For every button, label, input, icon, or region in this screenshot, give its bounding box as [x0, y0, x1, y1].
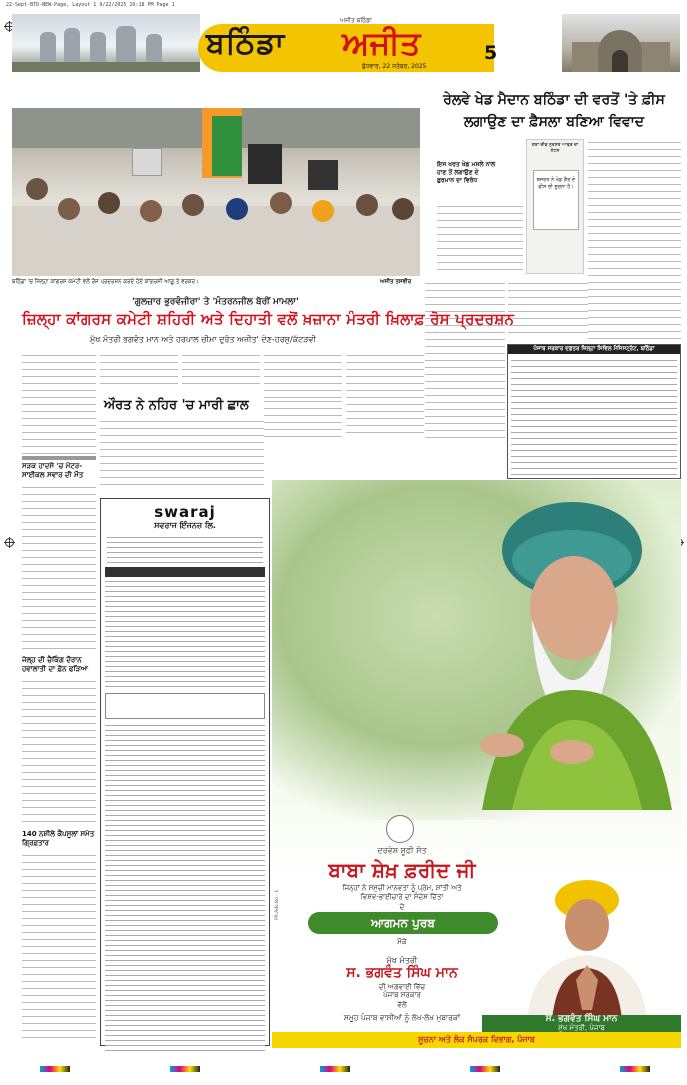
left-sub1-text	[22, 484, 96, 654]
swaraj-company-name: ਸਵਰਾਜ ਇੰਜਨਜ਼ ਲਿ.	[154, 521, 216, 530]
left-sub2: ਜੇਲ੍ਹ ਦੀ ਚੈਕਿੰਗ ਦੌਰਾਨ ਹਵਾਲਾਤੀ ਦਾ ਫ਼ੋਨ ਫੜਿਆ	[22, 656, 88, 673]
left-sub2-text	[22, 678, 96, 828]
right-col3-text-lines	[425, 280, 505, 440]
government-emblem-icon	[386, 815, 414, 843]
right-headline-line1: ਰੇਲਵੇ ਖੇਡ ਮੈਦਾਨ ਬਠਿੰਡਾ ਦੀ ਵਰਤੋਂ 'ਤੇ ਫ਼ੀਸ	[443, 92, 665, 108]
swaraj-notice	[100, 498, 270, 1046]
chief-minister-photo	[512, 880, 662, 1020]
protest-photo	[12, 108, 420, 276]
swaraj-table-header	[105, 567, 265, 577]
swaraj-logo: swaraj	[154, 503, 216, 521]
right-col4-text-lines	[508, 280, 588, 338]
print-color-bar	[40, 1066, 70, 1072]
photo-credit: ਅਜੀਤ ਤਸਵੀਰ	[380, 279, 412, 285]
saint-portrait	[462, 490, 672, 810]
print-color-bar	[320, 1066, 350, 1072]
right-col-text-lines	[437, 203, 523, 273]
right-col2-text-lines	[588, 139, 681, 339]
notice-paper: ਬਜਰਤ ਨੇ ਖੇਡ ਗੈਰ ਦੇ ਫੀਸ ਦੀ ਸੂਚਨਾ ਹੈ।	[533, 170, 579, 230]
side-story-headline: ਔਰਤ ਨੇ ਨਹਿਰ 'ਚ ਮਾਰੀ ਛਾਲ	[104, 398, 249, 413]
print-color-bar	[620, 1066, 650, 1072]
masthead-date: ਬੁੱਧਵਾਰ, 22 ਸਤੰਬਰ, 2025	[362, 63, 427, 70]
swaraj-body-text	[105, 723, 265, 1053]
main-col2-text	[100, 352, 178, 390]
notice-body-lines	[511, 357, 677, 475]
main-dateline: ਮੁੱਖ ਮੰਤਰੀ ਭਗਵੰਤ ਮਾਨ ਅਤੇ ਹਰਪਾਲ ਚੀਮਾ ਦੁਰੰਤ ਅਜੀਤ' ਦੇਣ-ਹਰਸੁ/ਕੱਟੜਵੀ	[90, 335, 316, 344]
page-number: 5	[484, 42, 498, 64]
ad-line9: ਸਮੂਹ ਪੰਜਾਬ ਵਾਸੀਆਂ ਨੂੰ ਲੱਖ-ਲੱਖ ਮੁਬਾਰਕਾਂ	[343, 1013, 461, 1022]
left-sub3-text	[22, 852, 96, 1042]
side-story-text	[100, 418, 264, 490]
print-color-bar	[470, 1066, 500, 1072]
masthead-title-paper: ਅਜੀਤ	[342, 24, 421, 62]
swaraj-subtable	[105, 693, 265, 719]
ad-line2: ਵਿਸ਼ਵ-ਭਾਈਚਾਰੇ ਦਾ ਸੰਦੇਸ਼ ਦਿੱਤਾ	[360, 893, 444, 901]
notice-photo-caption: ਗਰਾ ਦੀਵ ਨੁਰਸਤ ਆਫਰ ਦਾ ਨੋਟਸ	[531, 143, 579, 154]
right-col-text	[437, 139, 523, 144]
swaraj-table	[105, 579, 265, 689]
government-notice	[507, 344, 681, 479]
right-pull-quote: ਇਸ ਖਰਤ ਖੇਡ ਮਸਲੇ ਨਾਲ ਹਾਣ ਤੋਂ ਲਗਾਉਣ ਦੇ ਫ਼ੁਰਮਾਨ ਦਾ ਵਿਰੋਧ	[437, 161, 496, 184]
ad-line8: ਵੱਲੋਂ	[397, 1001, 407, 1009]
ad-agman-purab-pill: ਆਗਮਨ ਪੁਰਬ	[308, 912, 498, 934]
masthead-right-photo	[562, 14, 680, 72]
ad-footer-department: ਸੂਚਨਾ ਅਤੇ ਲੋਕ ਸੰਪਰਕ ਵਿਭਾਗ, ਪੰਜਾਬ	[272, 1032, 681, 1048]
ad-cm-label: ਸ. ਭਗਵੰਤ ਸਿੰਘ ਮਾਨ	[545, 1014, 618, 1024]
ad-line6: ਦੀ ਅਗਵਾਈ ਵਿੱਚ	[378, 983, 426, 991]
ad-cm-designation: ਮੁੱਖ ਮੰਤਰੀ, ਪੰਜਾਬ	[558, 1024, 605, 1032]
print-slug: 22-Sept-BTD-NEW-Page, Layout 1 9/22/2025 10:18 PM Page 1	[6, 2, 175, 8]
ad-line5: ਮੁੱਖ ਮੰਤਰੀ	[386, 956, 418, 965]
right-headline-line2: ਲਗਾਉਣ ਦਾ ਫ਼ੈਸਲਾ ਬਣਿਆ ਵਿਵਾਦ	[463, 114, 645, 130]
ad-code: PR.Adv.No - 1	[275, 889, 280, 920]
main-col1-text	[22, 352, 96, 454]
ad-line7: ਪੰਜਾਬ ਸਰਕਾਰ	[383, 991, 421, 999]
ad-title: ਬਾਬਾ ਸ਼ੇਖ਼ ਫ਼ਰੀਦ ਜੀ	[328, 858, 476, 882]
masthead-kicker: ਅਜੀਤ ਬਠਿੰਡਾ	[340, 17, 372, 24]
main-headline: ਜ਼ਿਲ੍ਹਾ ਕਾਂਗਰਸ ਕਮੇਟੀ ਸ਼ਹਿਰੀ ਅਤੇ ਦਿਹਾਤੀ ਵਲੋਂ ਖ਼ਜ਼ਾਨਾ ਮੰਤਰੀ ਖ਼ਿਲਾਫ਼ ਰੋਸ ਪ੍ਰਦਰਸ਼ਨ	[22, 310, 515, 328]
left-sub1: ਸੜਕ ਹਾਦਸੇ 'ਚ ਮੋਟਰ-ਸਾਈਕਲ ਸਵਾਰ ਦੀ ਮੌਤ	[22, 462, 84, 479]
masthead-left-photo	[12, 14, 200, 72]
notice-title: ਪੰਜਾਬ ਸਰਕਾਰ ਦਫ਼ਤਰ ਜ਼ਿਲ੍ਹਾ ਸਿਵਿਲ ਮੈਜਿਸਟ੍ਰੇਟ, ਬਠਿੰਡਾ	[508, 345, 680, 354]
masthead-title-city: ਬਠਿੰਡਾ	[206, 26, 286, 61]
registration-mark-icon	[5, 538, 14, 547]
ad-cm-name: ਸ. ਭਗਵੰਤ ਸਿੰਘ ਮਾਨ	[346, 965, 458, 981]
main-kicker: 'ਗੁਲਜ਼ਾਰ ਭੁਰਵੰਜੀਰਾ' ਤੇ 'ਮੰਤਰਨਜੀਲ ਬੋਰੀਂ ਮਾਮਲਾ'	[132, 297, 299, 307]
baba-farid-advertisement	[272, 480, 681, 1048]
photo-caption: ਬਠਿੰਡਾ 'ਚ ਜ਼ਿਲ੍ਹਾ ਕਾਂਗਰਸ ਕਮੇਟੀ ਵਲੋਂ ਰੋਸ ਪ੍ਰਦਰਸ਼ਨ ਕਰਦੇ ਹੋਏ ਕਾਂਗਰਸੀ ਆਗੂ ਤੇ ਵਰਕਰ।	[12, 279, 199, 285]
left-sub3: 140 ਨਸ਼ੀਲੇ ਕੈਪਸੂਲਾਂ ਸਮੇਤ ਗ੍ਰਿਫ਼ਤਾਰ	[22, 830, 95, 847]
swaraj-address-lines	[107, 535, 263, 563]
ad-subtitle: ਦਰਵੇਸ਼ ਸੂਫ਼ੀ ਸੰਤ	[377, 846, 427, 855]
ad-line4: ਮੌਕੇ	[397, 938, 407, 946]
main-col3-text	[182, 352, 260, 390]
side-story-text-2	[264, 398, 342, 438]
notice-photo	[526, 139, 584, 274]
ad-line3: ਦੇ	[399, 903, 405, 911]
ad-line1: ਜਿਨ੍ਹਾਂ ਨੇ ਸਮੁੱਚੀ ਮਾਨਵਤਾ ਨੂੰ ਪ੍ਰੇਮ, ਸ਼ਾਂਤੀ ਅਤੇ	[342, 884, 462, 892]
print-color-bar	[170, 1066, 200, 1072]
main-col5-text	[346, 352, 424, 437]
divider	[22, 456, 96, 460]
